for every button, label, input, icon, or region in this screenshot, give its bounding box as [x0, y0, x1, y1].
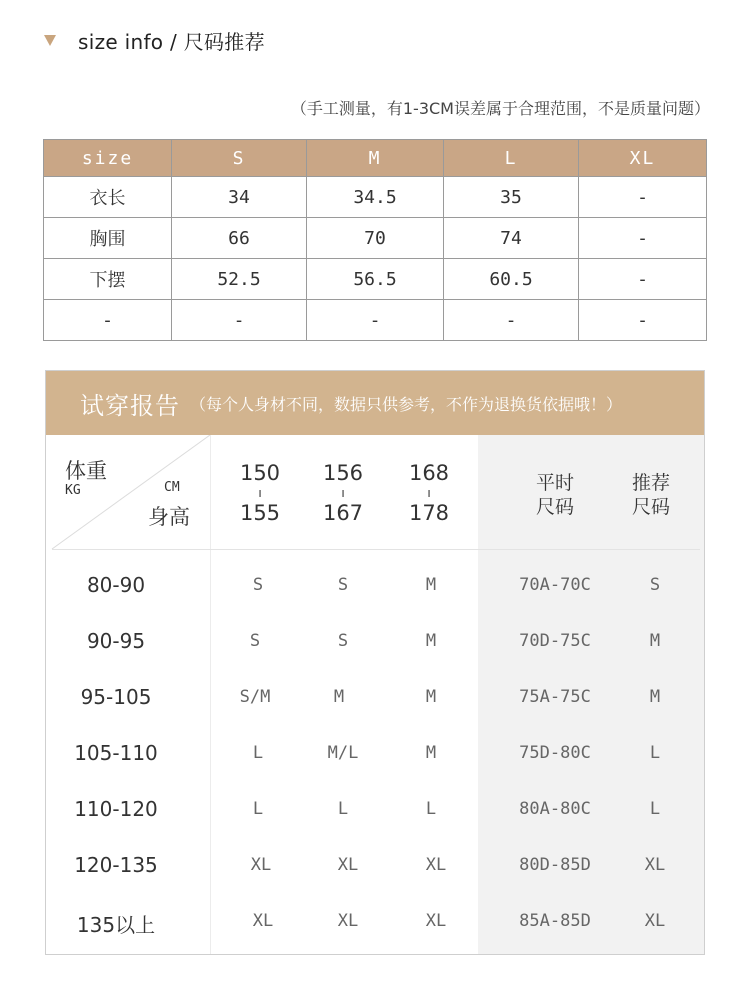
height-range-separator: ı: [341, 486, 345, 500]
size-cell: S: [337, 575, 349, 595]
table-cell: -: [307, 300, 444, 341]
row-label: -: [44, 300, 172, 341]
weight-range: 80-90: [86, 573, 146, 597]
row-label: 衣长: [44, 177, 172, 218]
weight-unit: KG: [65, 483, 81, 498]
table-cell: 35: [444, 177, 579, 218]
table-cell: -: [579, 218, 707, 259]
height-range-separator: ı: [427, 486, 431, 500]
table-cell: 52.5: [172, 259, 307, 300]
table-row: [46, 893, 705, 949]
table-row: [46, 837, 705, 893]
size-cell: XL: [337, 855, 359, 875]
weight-range: 90-95: [86, 629, 146, 653]
header-divider: [52, 549, 700, 550]
weight-label: 体重: [65, 459, 107, 483]
size-cell: XL: [425, 855, 447, 875]
row-label: 下摆: [44, 259, 172, 300]
table-cell: 60.5: [444, 259, 579, 300]
table-row: [44, 177, 707, 218]
size-cell: XL: [337, 911, 359, 931]
usual-size-header-line: 平时: [535, 472, 574, 494]
size-col-header: M: [307, 140, 444, 177]
usual-size-cell: 75D-80C: [519, 743, 591, 763]
size-cell: S: [249, 631, 261, 651]
usual-size-header-line: 尺码: [535, 496, 574, 518]
table-cell: 74: [444, 218, 579, 259]
table-cell: -: [172, 300, 307, 341]
height-from: 168: [408, 461, 450, 485]
measurement-note: （手工测量，有1-3CM误差属于合理范围，不是质量问题）: [290, 99, 710, 118]
size-col-header: size: [44, 140, 172, 177]
table-cell: 70: [307, 218, 444, 259]
table-row: [46, 613, 705, 669]
report-title: 试穿报告: [80, 391, 180, 420]
table-row: [44, 218, 707, 259]
size-cell: S: [337, 631, 349, 651]
table-row: [46, 669, 705, 725]
recommended-size-header-line: 推荐: [631, 472, 670, 494]
recommended-size-header: [621, 471, 681, 519]
usual-size-cell: 70A-70C: [519, 575, 591, 595]
size-cell: M/L: [327, 743, 359, 763]
size-cell: XL: [250, 855, 272, 875]
table-cell: 34.5: [307, 177, 444, 218]
weight-range: 135以上: [76, 913, 156, 937]
report-header: [46, 371, 704, 435]
row-label: 胸围: [44, 218, 172, 259]
recommended-size-cell: XL: [644, 911, 666, 931]
usual-size-header: [525, 471, 585, 519]
triangle-down-icon: [44, 35, 56, 46]
table-cell: -: [579, 259, 707, 300]
size-col-header: XL: [579, 140, 707, 177]
table-cell: 66: [172, 218, 307, 259]
size-cell: L: [337, 799, 349, 819]
height-label: 身高: [148, 505, 190, 529]
table-cell: -: [444, 300, 579, 341]
recommended-size-cell: XL: [644, 855, 666, 875]
table-cell: -: [579, 300, 707, 341]
height-range-header: [399, 461, 459, 525]
recommended-size-cell: L: [649, 799, 661, 819]
height-to: 178: [408, 501, 450, 525]
report-subtitle: （每个人身材不同，数据只供参考，不作为退换货依据哦！）: [190, 394, 623, 414]
table-row: [44, 259, 707, 300]
section-header: [44, 26, 265, 55]
size-table: [43, 139, 707, 341]
table-cell: 34: [172, 177, 307, 218]
size-cell: M: [425, 631, 437, 651]
size-cell: M: [425, 743, 437, 763]
weight-range: 95-105: [80, 685, 152, 709]
recommended-size-cell: M: [649, 687, 661, 707]
usual-size-cell: 70D-75C: [519, 631, 591, 651]
size-cell: S: [252, 575, 264, 595]
usual-size-cell: 75A-75C: [519, 687, 591, 707]
recommended-size-cell: L: [649, 743, 661, 763]
section-title: size info / 尺码推荐: [78, 30, 265, 54]
recommended-size-header-line: 尺码: [631, 496, 670, 518]
usual-size-cell: 80A-80C: [519, 799, 591, 819]
size-cell: L: [252, 799, 264, 819]
table-cell: -: [579, 177, 707, 218]
height-range-separator: ı: [258, 486, 262, 500]
height-to: 155: [239, 501, 281, 525]
size-table-header-row: [44, 140, 707, 177]
table-row: [46, 781, 705, 837]
weight-range: 105-110: [74, 741, 158, 765]
height-unit: CM: [164, 480, 180, 495]
height-range-header: [230, 461, 290, 525]
size-col-header: L: [444, 140, 579, 177]
size-cell: XL: [425, 911, 447, 931]
usual-size-cell: 85A-85D: [519, 911, 591, 931]
usual-size-cell: 80D-85D: [519, 855, 591, 875]
table-cell: 56.5: [307, 259, 444, 300]
weight-range: 110-120: [74, 797, 158, 821]
size-cell: S/M: [239, 687, 271, 707]
weight-range: 120-135: [74, 853, 158, 877]
size-cell: M: [333, 687, 345, 707]
height-from: 156: [322, 461, 364, 485]
size-cell: M: [425, 575, 437, 595]
height-to: 167: [322, 501, 364, 525]
size-col-header: S: [172, 140, 307, 177]
size-cell: M: [425, 687, 437, 707]
table-row: [46, 557, 705, 613]
size-cell: L: [425, 799, 437, 819]
height-from: 150: [239, 461, 281, 485]
table-row: [44, 300, 707, 341]
recommended-size-cell: S: [649, 575, 661, 595]
size-cell: L: [252, 743, 264, 763]
table-row: [46, 725, 705, 781]
height-range-header: [313, 461, 373, 525]
try-on-report: [45, 370, 705, 955]
recommended-size-cell: M: [649, 631, 661, 651]
size-cell: XL: [252, 911, 274, 931]
